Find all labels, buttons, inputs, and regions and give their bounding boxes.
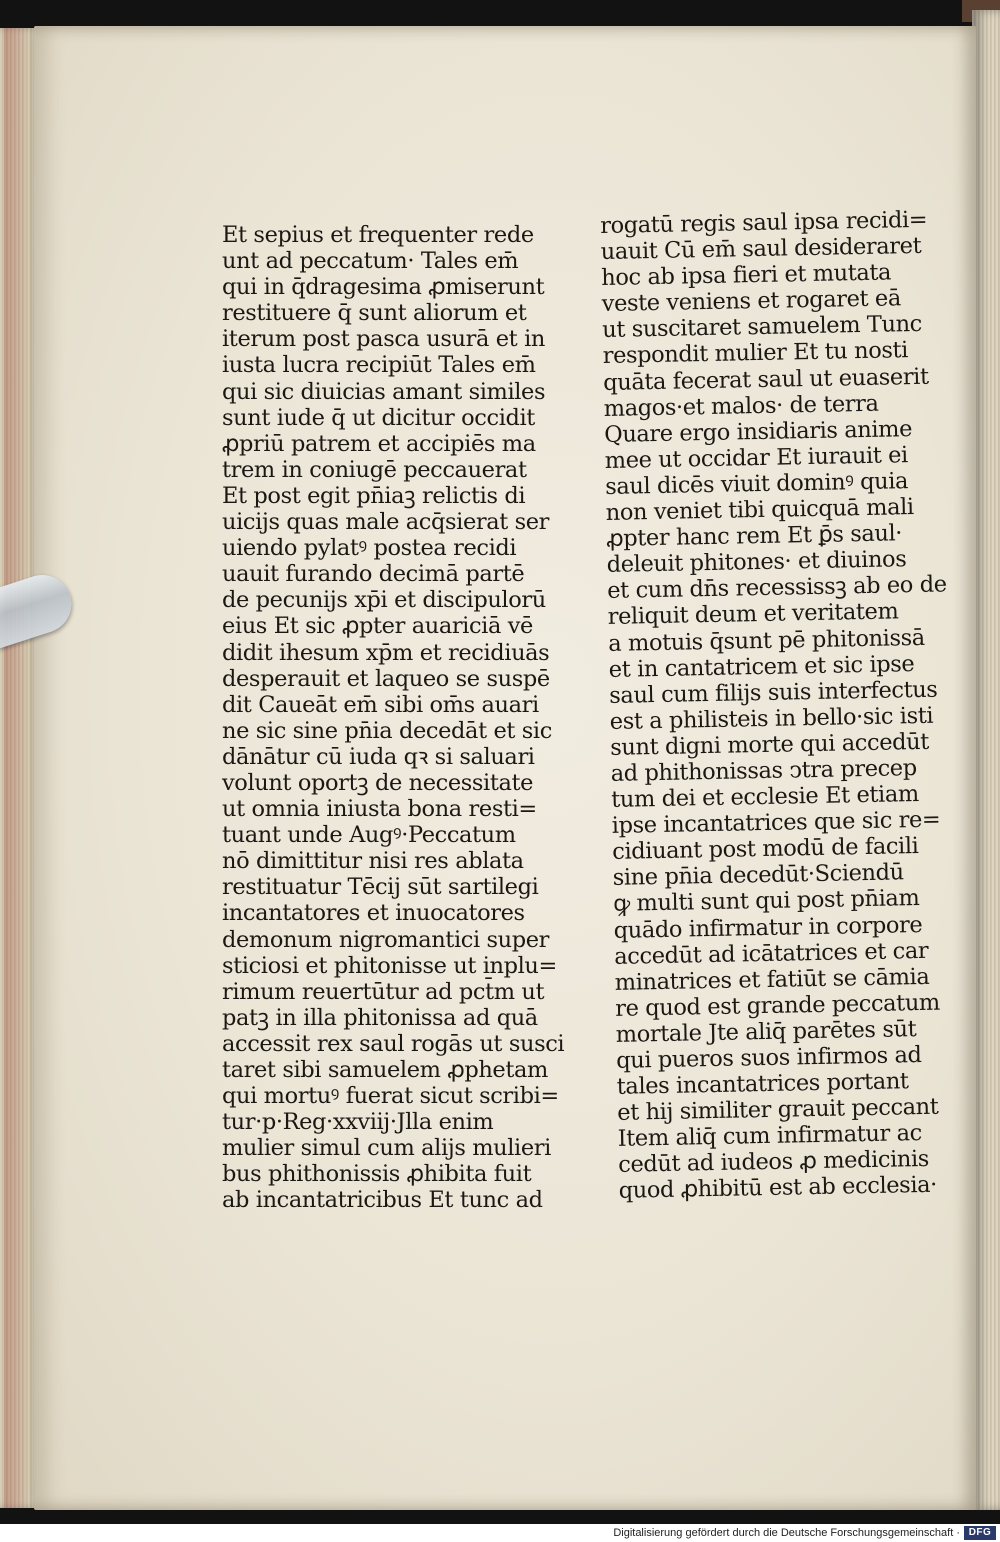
text-line: uicijs quas male acq̄sierat ser: [222, 509, 550, 536]
text-line: tur·p·Reg·xxviij·Jlla enim: [222, 1109, 494, 1136]
text-line: cidiuant post modū de facili: [612, 833, 919, 866]
text-line: iterum post pasca usurā et in: [222, 326, 545, 353]
text-line: qui mortuꝰ fuerat sicut scribi=: [222, 1083, 559, 1110]
right-page-block-edge: [972, 10, 1000, 1510]
red-edge-stain: [4, 28, 26, 1508]
text-line: mulier simul cum alijs mulieri: [222, 1135, 551, 1162]
text-line: a motuis q̄sunt pē phitonissā: [608, 624, 926, 657]
dfg-logo-icon: DFG: [964, 1526, 996, 1540]
text-line: accessit rex saul rogās ut susci: [222, 1030, 565, 1057]
text-line: sine pn̄ia decedūt·Sciendū: [612, 859, 904, 892]
footer-bar: [0, 1524, 1000, 1542]
text-line: uauit Cū em̄ saul desideraret: [600, 232, 922, 266]
text-line: ab incantatricibus Et tunc ad: [222, 1187, 543, 1214]
text-column-right: [600, 206, 947, 1205]
text-line: et cum dn̄s recessissꝫ ab eo de: [607, 571, 947, 605]
text-line: mortale Jte aliq̄ parētes sūt: [615, 1015, 917, 1048]
text-line: et hij similiter grauit peccant: [617, 1093, 939, 1127]
text-line: eius Et sic ꝓpter auariciā vē: [222, 613, 533, 640]
text-line: Et sepius et frequenter rede: [222, 222, 534, 248]
text-line: saul cum filijs suis interfectus: [609, 676, 938, 709]
text-line: didit ihesum xp̄m et recidiuās: [222, 639, 550, 666]
text-line: respondit mulier Et tu nosti: [602, 337, 909, 370]
text-line: ut suscitaret samuelem Tunc: [602, 311, 923, 344]
text-line: restituatur Tēcij sūt sartilegi: [222, 874, 539, 901]
text-line: patꝫ in illa phitonissa ad quā: [222, 1004, 538, 1031]
text-line: cedūt ad iudeos ꝓ medicinis: [618, 1146, 930, 1179]
text-line: re quod est grande peccatum: [615, 989, 941, 1022]
text-line: nō dimittitur nisi res ablata: [222, 848, 524, 875]
text-line: minatrices et fatiūt se cāmia: [614, 963, 930, 996]
text-line: sunt digni morte qui accedūt: [610, 728, 930, 761]
text-line: deleuit phitones· et diuinos: [606, 546, 907, 579]
text-line: uiendo pylatꝰ postea recidi: [222, 535, 517, 562]
text-line: dit Caueāt em̄ sibi om̄s auari: [222, 691, 539, 718]
text-line: hoc ab ipsa fieri et mutata: [601, 259, 892, 292]
text-line: qui in q̄dragesima ꝓmiserunt: [222, 274, 545, 301]
text-line: reliquit deum et veritatem: [607, 598, 899, 631]
text-line: quādo infirmatur in corpore: [613, 911, 923, 944]
text-column-left: [222, 222, 565, 1214]
text-line: bus phithonissis ꝓhibita fuit: [222, 1161, 532, 1188]
text-line: dānātur cū iuda qꝛ si saluari: [222, 743, 535, 770]
text-line: iusta lucra recipiūt Tales em̄: [222, 352, 536, 379]
text-line: ne sic sine pn̄ia decedāt et sic: [222, 717, 552, 744]
text-line: desperauit et laqueo se suspē: [222, 665, 550, 692]
text-line: tales incantatrices portant: [616, 1068, 909, 1100]
text-line: sticiosi et phitonisse ut inplu=: [222, 952, 557, 979]
text-line: qui pueros suos infirmos ad: [616, 1041, 922, 1074]
text-line: veste veniens et rogaret eā: [601, 285, 902, 318]
text-line: ꝓpriū patrem et accipiēs ma: [222, 430, 536, 457]
text-line: taret sibi samuelem ꝓphetam: [222, 1057, 548, 1083]
text-line: est a philisteis in bello·sic isti: [609, 702, 934, 735]
text-line: accedūt ad icātatrices et car: [614, 937, 929, 970]
text-line: uauit furando decimā partē: [222, 561, 525, 588]
text-line: trem in coniugē peccauerat: [222, 456, 527, 483]
text-line: et in cantatricem et sic ipse: [608, 650, 915, 683]
text-line: volunt oportꝫ de necessitate: [222, 769, 534, 796]
text-line: qui sic diuicias amant similes: [222, 378, 546, 405]
text-line: sunt iude q̄ ut dicitur occidit: [222, 404, 535, 431]
text-line: saul dicēs viuit dominꝰ quia: [605, 468, 909, 500]
text-line: ad phithonissas ↄtra precep: [610, 754, 917, 787]
text-line: ut omnia iniusta bona resti=: [222, 796, 537, 823]
text-line: non veniet tibi quicquā mali: [605, 494, 914, 526]
text-line: ipse incantatrices que sic re=: [611, 806, 941, 840]
text-line: unt ad peccatum· Tales em̄: [222, 248, 519, 275]
text-line: rogatū regis saul ipsa recidi=: [600, 206, 928, 239]
text-line: tuant unde Augꝰ·Peccatum: [222, 822, 516, 849]
text-line: Et post egit pn̄iaꝫ relictis di: [222, 482, 526, 509]
text-line: mee ut occidar Et iurauit ei: [604, 441, 909, 474]
text-line: ꝓpter hanc rem Et ꝑ̄s saul·: [606, 520, 903, 553]
text-line: demonum nigromantici super: [222, 926, 550, 953]
text-line: quāta fecerat saul ut euaserit: [603, 363, 929, 396]
text-line: Quare ergo insidiaris anime: [604, 415, 913, 448]
text-line: magos·et malos· de terra: [603, 390, 879, 422]
text-line: quod ꝓhibitū est ab ecclesia·: [618, 1172, 938, 1205]
text-line: rimum reuertūtur ad pct̄m ut: [222, 978, 545, 1005]
text-line: tum dei et ecclesie Et etiam: [611, 781, 920, 813]
funding-credit: Digitalisierung gefördert durch die Deutsche Forschungsgemeinschaft ·: [613, 1527, 960, 1539]
text-line: ꝙ multi sunt qui post pn̄iam: [613, 885, 920, 918]
text-line: Item aliq̄ cum infirmatur ac: [617, 1120, 923, 1153]
text-line: de pecunijs xp̄i et discipulorū: [222, 587, 546, 614]
text-line: restituere q̄ sunt aliorum et: [222, 300, 527, 327]
text-line: incantatores et inuocatores: [222, 900, 525, 927]
